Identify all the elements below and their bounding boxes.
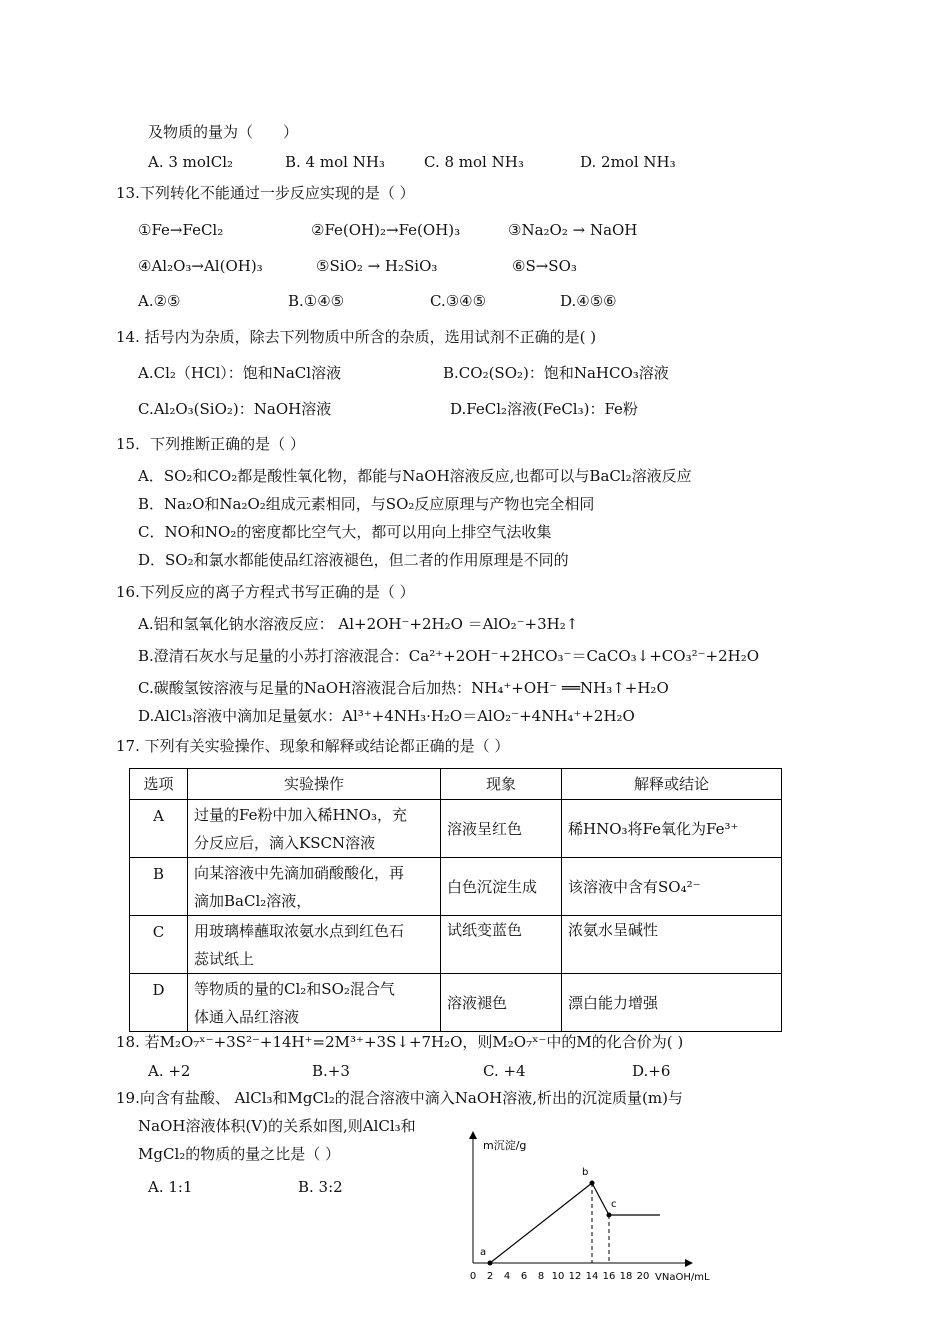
row-operation xyxy=(188,974,441,1032)
x-tick-label: 2 xyxy=(486,1271,494,1282)
row-option: A xyxy=(130,800,188,858)
row-option: B xyxy=(130,858,188,916)
q18-stem: 18. 若M₂O₇ˣ⁻+3S²⁻+14H⁺=2M³⁺+3S↓+7H₂O，则M₂O₇ˣ⁻中的M的化合价为( ) xyxy=(116,1033,684,1051)
operation-line: 等物质的量的Cl₂和SO₂混合气 xyxy=(194,979,395,998)
row-option: D xyxy=(130,974,188,1032)
data-point xyxy=(488,1261,493,1266)
x-tick-label: 16 xyxy=(602,1271,616,1282)
q14-stem: 14. 括号内为杂质，除去下列物质中所含的杂质，选用试剂不正确的是( ) xyxy=(116,328,597,346)
q14-option-b: B.CO₂(SO₂)：饱和NaHCO₃溶液 xyxy=(443,364,669,382)
row-conclusion: 稀HNO₃将Fe氧化为Fe³⁺ xyxy=(562,800,782,858)
q13-option-d: D.④⑤⑥ xyxy=(560,292,617,310)
operation-line: 体通入品红溶液 xyxy=(194,1007,300,1026)
q14-option-c: C.Al₂O₃(SiO₂)：NaOH溶液 xyxy=(138,400,332,418)
q19-stem-line-1: 19.向含有盐酸、 AlCl₃和MgCl₂的混合溶液中滴入NaOH溶液,析出的沉淀质量(m)与 xyxy=(116,1089,683,1107)
operation-line: 用玻璃棒蘸取浓氨水点到红色石 xyxy=(194,921,405,940)
q13-item-4: ④Al₂O₃→Al(OH)₃ xyxy=(138,257,263,275)
x-tick-label: 6 xyxy=(520,1271,528,1282)
operation-line: 滴加BaCl₂溶液， xyxy=(194,891,312,910)
q18-option-b: B.+3 xyxy=(312,1062,350,1080)
q16-option-c: C.碳酸氢铵溶液与足量的NaOH溶液混合后加热：NH₄⁺+OH⁻ ══NH₃↑+H₂O xyxy=(138,679,669,697)
header-conclusion: 解释或结论 xyxy=(562,769,782,800)
row-conclusion: 漂白能力增强 xyxy=(562,974,782,1032)
q19-option-b: B. 3:2 xyxy=(298,1178,343,1196)
q16-option-a: A.铝和氢氧化钠水溶液反应： Al+2OH⁻+2H₂O ＝AlO₂⁻+3H₂↑ xyxy=(138,615,579,633)
series-line xyxy=(490,1183,592,1263)
q17-stem: 17. 下列有关实验操作、现象和解释或结论都正确的是（ ） xyxy=(116,737,510,755)
q13-option-c: C.③④⑤ xyxy=(430,292,487,310)
header-operation: 实验操作 xyxy=(188,769,441,800)
table-header-row xyxy=(130,769,782,800)
q13-option-a: A.②⑤ xyxy=(138,292,181,310)
operation-line: 蕊试纸上 xyxy=(194,949,255,968)
q16-stem: 16.下列反应的离子方程式书写正确的是（ ） xyxy=(116,583,415,601)
q13-option-b: B.①④⑤ xyxy=(288,292,345,310)
row-option: C xyxy=(130,916,188,974)
data-point xyxy=(607,1213,612,1218)
table-row xyxy=(130,916,782,974)
q14-option-d: D.FeCl₂溶液(FeCl₃)：Fe粉 xyxy=(450,400,638,418)
row-phenomenon: 试纸变蓝色 xyxy=(441,916,562,974)
x-tick-label: 8 xyxy=(537,1271,545,1282)
row-conclusion: 浓氨水呈碱性 xyxy=(562,916,782,974)
q15-option-d: D．SO₂和氯水都能使品红溶液褪色，但二者的作用原理是不同的 xyxy=(138,551,569,569)
row-conclusion: 该溶液中含有SO₄²⁻ xyxy=(562,858,782,916)
point-label: c xyxy=(611,1199,617,1210)
point-label: a xyxy=(480,1247,487,1258)
point-label: b xyxy=(582,1167,589,1178)
operation-line: 过量的Fe粉中加入稀HNO₃，充 xyxy=(194,805,407,824)
q18-option-d: D.+6 xyxy=(632,1062,671,1080)
x-axis-label: VNaOH/mL xyxy=(655,1272,710,1283)
q13-item-6: ⑥S→SO₃ xyxy=(512,257,577,275)
x-tick-label: 12 xyxy=(568,1271,582,1282)
q13-item-3: ③Na₂O₂ → NaOH xyxy=(508,221,638,239)
q19-stem-line-3: MgCl₂的物质的量之比是（ ） xyxy=(138,1145,341,1163)
data-point xyxy=(590,1181,595,1186)
q12-stem-tail: 及物质的量为（ ） xyxy=(148,123,299,141)
q15-option-a: A．SO₂和CO₂都是酸性氧化物，都能与NaOH溶液反应,也都可以与BaCl₂溶液反应 xyxy=(138,467,692,485)
x-tick-label: 20 xyxy=(636,1271,650,1282)
q12-option-c: C. 8 mol NH₃ xyxy=(424,153,524,171)
q19-option-a: A. 1:1 xyxy=(148,1178,193,1196)
q16-option-b: B.澄清石灰水与足量的小苏打溶液混合：Ca²⁺+2OH⁻+2HCO₃⁻＝CaCO₃↓+CO₃²⁻+2H₂O xyxy=(138,647,760,665)
x-tick-label: 18 xyxy=(619,1271,633,1282)
q13-item-1: ①Fe→FeCl₂ xyxy=(138,221,224,239)
x-tick-label: 14 xyxy=(585,1271,599,1282)
q12-option-a: A. 3 molCl₂ xyxy=(148,153,234,171)
row-operation xyxy=(188,916,441,974)
row-operation xyxy=(188,800,441,858)
q13-stem: 13.下列转化不能通过一步反应实现的是（ ） xyxy=(116,184,415,202)
row-phenomenon: 溶液呈红色 xyxy=(441,800,562,858)
q15-stem: 15．下列推断正确的是（ ） xyxy=(116,435,305,453)
series-line xyxy=(592,1183,609,1215)
q18-option-c: C. +4 xyxy=(483,1062,526,1080)
q13-item-2: ②Fe(OH)₂→Fe(OH)₃ xyxy=(311,221,461,239)
q15-option-c: C．NO和NO₂的密度都比空气大，都可以用向上排空气法收集 xyxy=(138,523,552,541)
precipitate-chart xyxy=(455,1125,725,1290)
operation-line: 向某溶液中先滴加硝酸酸化，再 xyxy=(194,863,405,882)
table-row xyxy=(130,800,782,858)
x-tick-label: 10 xyxy=(551,1271,565,1282)
q12-option-b: B. 4 mol NH₃ xyxy=(285,153,385,171)
q12-option-d: D. 2mol NH₃ xyxy=(580,153,676,171)
q17-table xyxy=(129,768,782,1032)
operation-line: 分反应后，滴入KSCN溶液 xyxy=(194,833,376,852)
table-row xyxy=(130,974,782,1032)
q14-option-a: A.Cl₂（HCl）：饱和NaCl溶液 xyxy=(138,364,342,382)
row-operation xyxy=(188,858,441,916)
header-phenomenon: 现象 xyxy=(441,769,562,800)
q18-option-a: A. +2 xyxy=(148,1062,191,1080)
q13-item-5: ⑤SiO₂ → H₂SiO₃ xyxy=(316,257,438,275)
q16-option-d: D.AlCl₃溶液中滴加足量氨水：Al³⁺+4NH₃·H₂O＝AlO₂⁻+4NH₄⁺+2H₂O xyxy=(138,707,635,725)
row-phenomenon: 溶液褪色 xyxy=(441,974,562,1032)
x-tick-label: 4 xyxy=(503,1271,511,1282)
header-option: 选项 xyxy=(130,769,188,800)
q15-option-b: B．Na₂O和Na₂O₂组成元素相同，与SO₂反应原理与产物也完全相同 xyxy=(138,495,595,513)
y-axis-label: m沉淀/g xyxy=(483,1139,527,1152)
x-tick-label: 0 xyxy=(469,1271,477,1282)
q19-stem-line-2: NaOH溶液体积(V)的关系如图,则AlCl₃和 xyxy=(138,1117,416,1135)
row-phenomenon: 白色沉淀生成 xyxy=(441,858,562,916)
table-row xyxy=(130,858,782,916)
